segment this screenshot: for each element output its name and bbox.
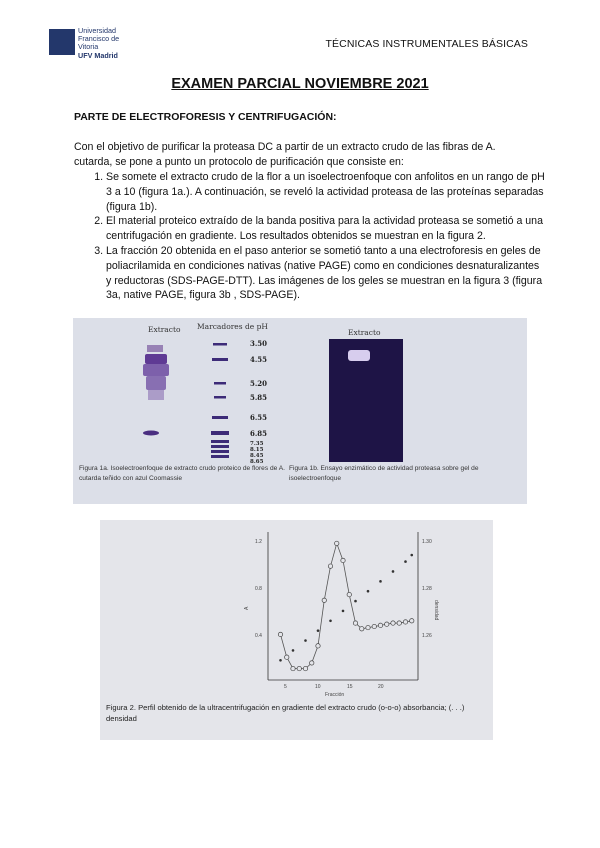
absorbance-point — [410, 619, 414, 623]
absorbance-point — [278, 632, 282, 636]
absorbance-point — [291, 666, 295, 670]
left-tick-label: 1.2 — [255, 539, 262, 545]
absorbance-point — [391, 621, 395, 625]
absorbance-point — [322, 598, 326, 602]
density-point — [404, 560, 407, 563]
x-tick-label: 15 — [347, 684, 353, 690]
absorbance-point — [353, 621, 357, 625]
absorbance-point — [347, 592, 351, 596]
right-ticks — [422, 539, 432, 639]
absorbance-point — [285, 655, 289, 659]
figure-1b-caption: Figura 1b. Ensayo enzimático de actividad proteasa sobre gel de isoelectroenfoque — [289, 465, 479, 482]
density-point — [354, 600, 357, 603]
university-logo — [49, 27, 129, 61]
gel-b-label: Extracto — [348, 328, 381, 337]
figure-2-caption: Figura 2. Perfil obtenido de la ultracentrifugación en gradiente del extracto crudo (o-o-o) absorbancia; (. . .) densidad — [106, 703, 465, 723]
absorbance-point — [316, 644, 320, 648]
density-point — [410, 554, 413, 557]
x-tick-label: 5 — [284, 684, 287, 690]
left-tick-label: 0.8 — [255, 586, 262, 592]
x-tick-label: 10 — [315, 684, 321, 690]
density-point — [304, 639, 307, 642]
left-ticks — [255, 539, 262, 639]
list-item: 3. La fracción 20 obtenida en el paso anterior se sometió tanto a una electroforesis en geles de poliacrilamida en condiciones nativas (native PAGE) como en condiciones desnaturalizantes y reductoras (SDS-PAGE-DTT). Las imágenes de los geles se muestran en la figura 3 (figura 3a, native PAGE, figura 3b , SDS-PAGE). — [106, 244, 546, 303]
page-title: EXAMEN PARCIAL NOVIEMBRE 2021 — [171, 76, 429, 92]
figure-1a-caption: Figura 1a. Isoelectroenfoque de extracto crudo proteico de flores de A. cutarda teñido con azul Coomassie — [79, 465, 285, 482]
absorbance-point — [297, 666, 301, 670]
ph-tick-label: 6.85 — [250, 429, 268, 438]
density-point — [379, 580, 382, 583]
density-point — [292, 649, 295, 652]
absorbance-point — [328, 564, 332, 568]
x-axis-label: Fracción — [325, 692, 345, 698]
ph-labels — [250, 339, 267, 465]
ph-tick-label: 3.50 — [250, 339, 268, 348]
figure-1-gels — [73, 318, 527, 504]
density-point — [329, 620, 332, 623]
ph-tick-label: 8.15 — [250, 447, 264, 453]
y-left-label: A — [244, 606, 250, 610]
list-item: 2. El material proteico extraído de la banda positiva para la actividad proteasa se sometió a una centrifugación en gradiente. Los resultados obtenidos se muestran en la figura 2. — [106, 214, 546, 244]
x-ticks — [284, 684, 384, 690]
figure-2 — [100, 520, 493, 740]
density-point — [367, 590, 370, 593]
marker-lane — [211, 343, 229, 458]
absorbance-point — [397, 621, 401, 625]
section-title: PARTE DE ELECTROFORESIS Y CENTRIFUGACIÓN: — [74, 111, 337, 123]
steps-list — [89, 170, 546, 303]
absorbance-line — [281, 543, 412, 668]
density-point — [317, 629, 320, 632]
activity-band — [348, 350, 370, 361]
absorbance-point — [366, 625, 370, 629]
absorbance-point — [310, 661, 314, 665]
chart-marks — [278, 541, 414, 671]
list-item: 1. Se somete el extracto crudo de la flor a un isoelectroenfoque con anfolitos en un rango de pH 3 a 10 (figura 1a.). A continuación, se reveló la actividad proteasa de las proteínas separadas (figura 1b). — [106, 170, 546, 214]
gradient-profile-chart — [100, 520, 493, 740]
ph-tick-label: 7.35 — [250, 441, 264, 447]
absorbance-point — [335, 541, 339, 545]
absorbance-point — [378, 623, 382, 627]
ph-tick-label: 5.20 — [250, 379, 268, 388]
absorbance-point — [372, 624, 376, 628]
left-tick-label: 0.4 — [255, 633, 262, 639]
ph-tick-label: 8.45 — [250, 453, 264, 459]
right-tick-label: 1.26 — [422, 633, 432, 639]
absorbance-point — [303, 666, 307, 670]
density-point — [279, 659, 282, 662]
lane-markers-label: Marcadores de pH — [197, 322, 268, 331]
intro-paragraph: Con el objetivo de purificar la proteasa DC a partir de un extracto crudo de las fibras de A. cutarda, se pone a punto un protocolo de purificación que consiste en: — [74, 141, 496, 168]
absorbance-point — [403, 620, 407, 624]
absorbance-point — [385, 622, 389, 626]
ph-tick-label: 5.85 — [250, 393, 268, 402]
logo-mark-icon — [49, 29, 75, 55]
figure-1 — [73, 318, 527, 504]
extract-lane — [143, 345, 169, 436]
density-point — [342, 610, 345, 613]
right-tick-label: 1.28 — [422, 586, 432, 592]
ph-tick-label: 4.55 — [250, 355, 268, 364]
logo-text: Universidad Francisco de Vitoria UFV Madrid — [78, 26, 120, 60]
density-point — [392, 570, 395, 573]
absorbance-point — [341, 558, 345, 562]
x-tick-label: 20 — [378, 684, 384, 690]
absorbance-point — [360, 627, 364, 631]
ph-tick-label: 6.55 — [250, 413, 268, 422]
course-header: TÉCNICAS INSTRUMENTALES BÁSICAS — [325, 38, 528, 50]
right-tick-label: 1.30 — [422, 539, 432, 545]
ph-tick-label: 8.65 — [250, 459, 264, 465]
y-right-label: densidad — [433, 600, 439, 621]
lane-extract-label: Extracto — [148, 325, 181, 334]
